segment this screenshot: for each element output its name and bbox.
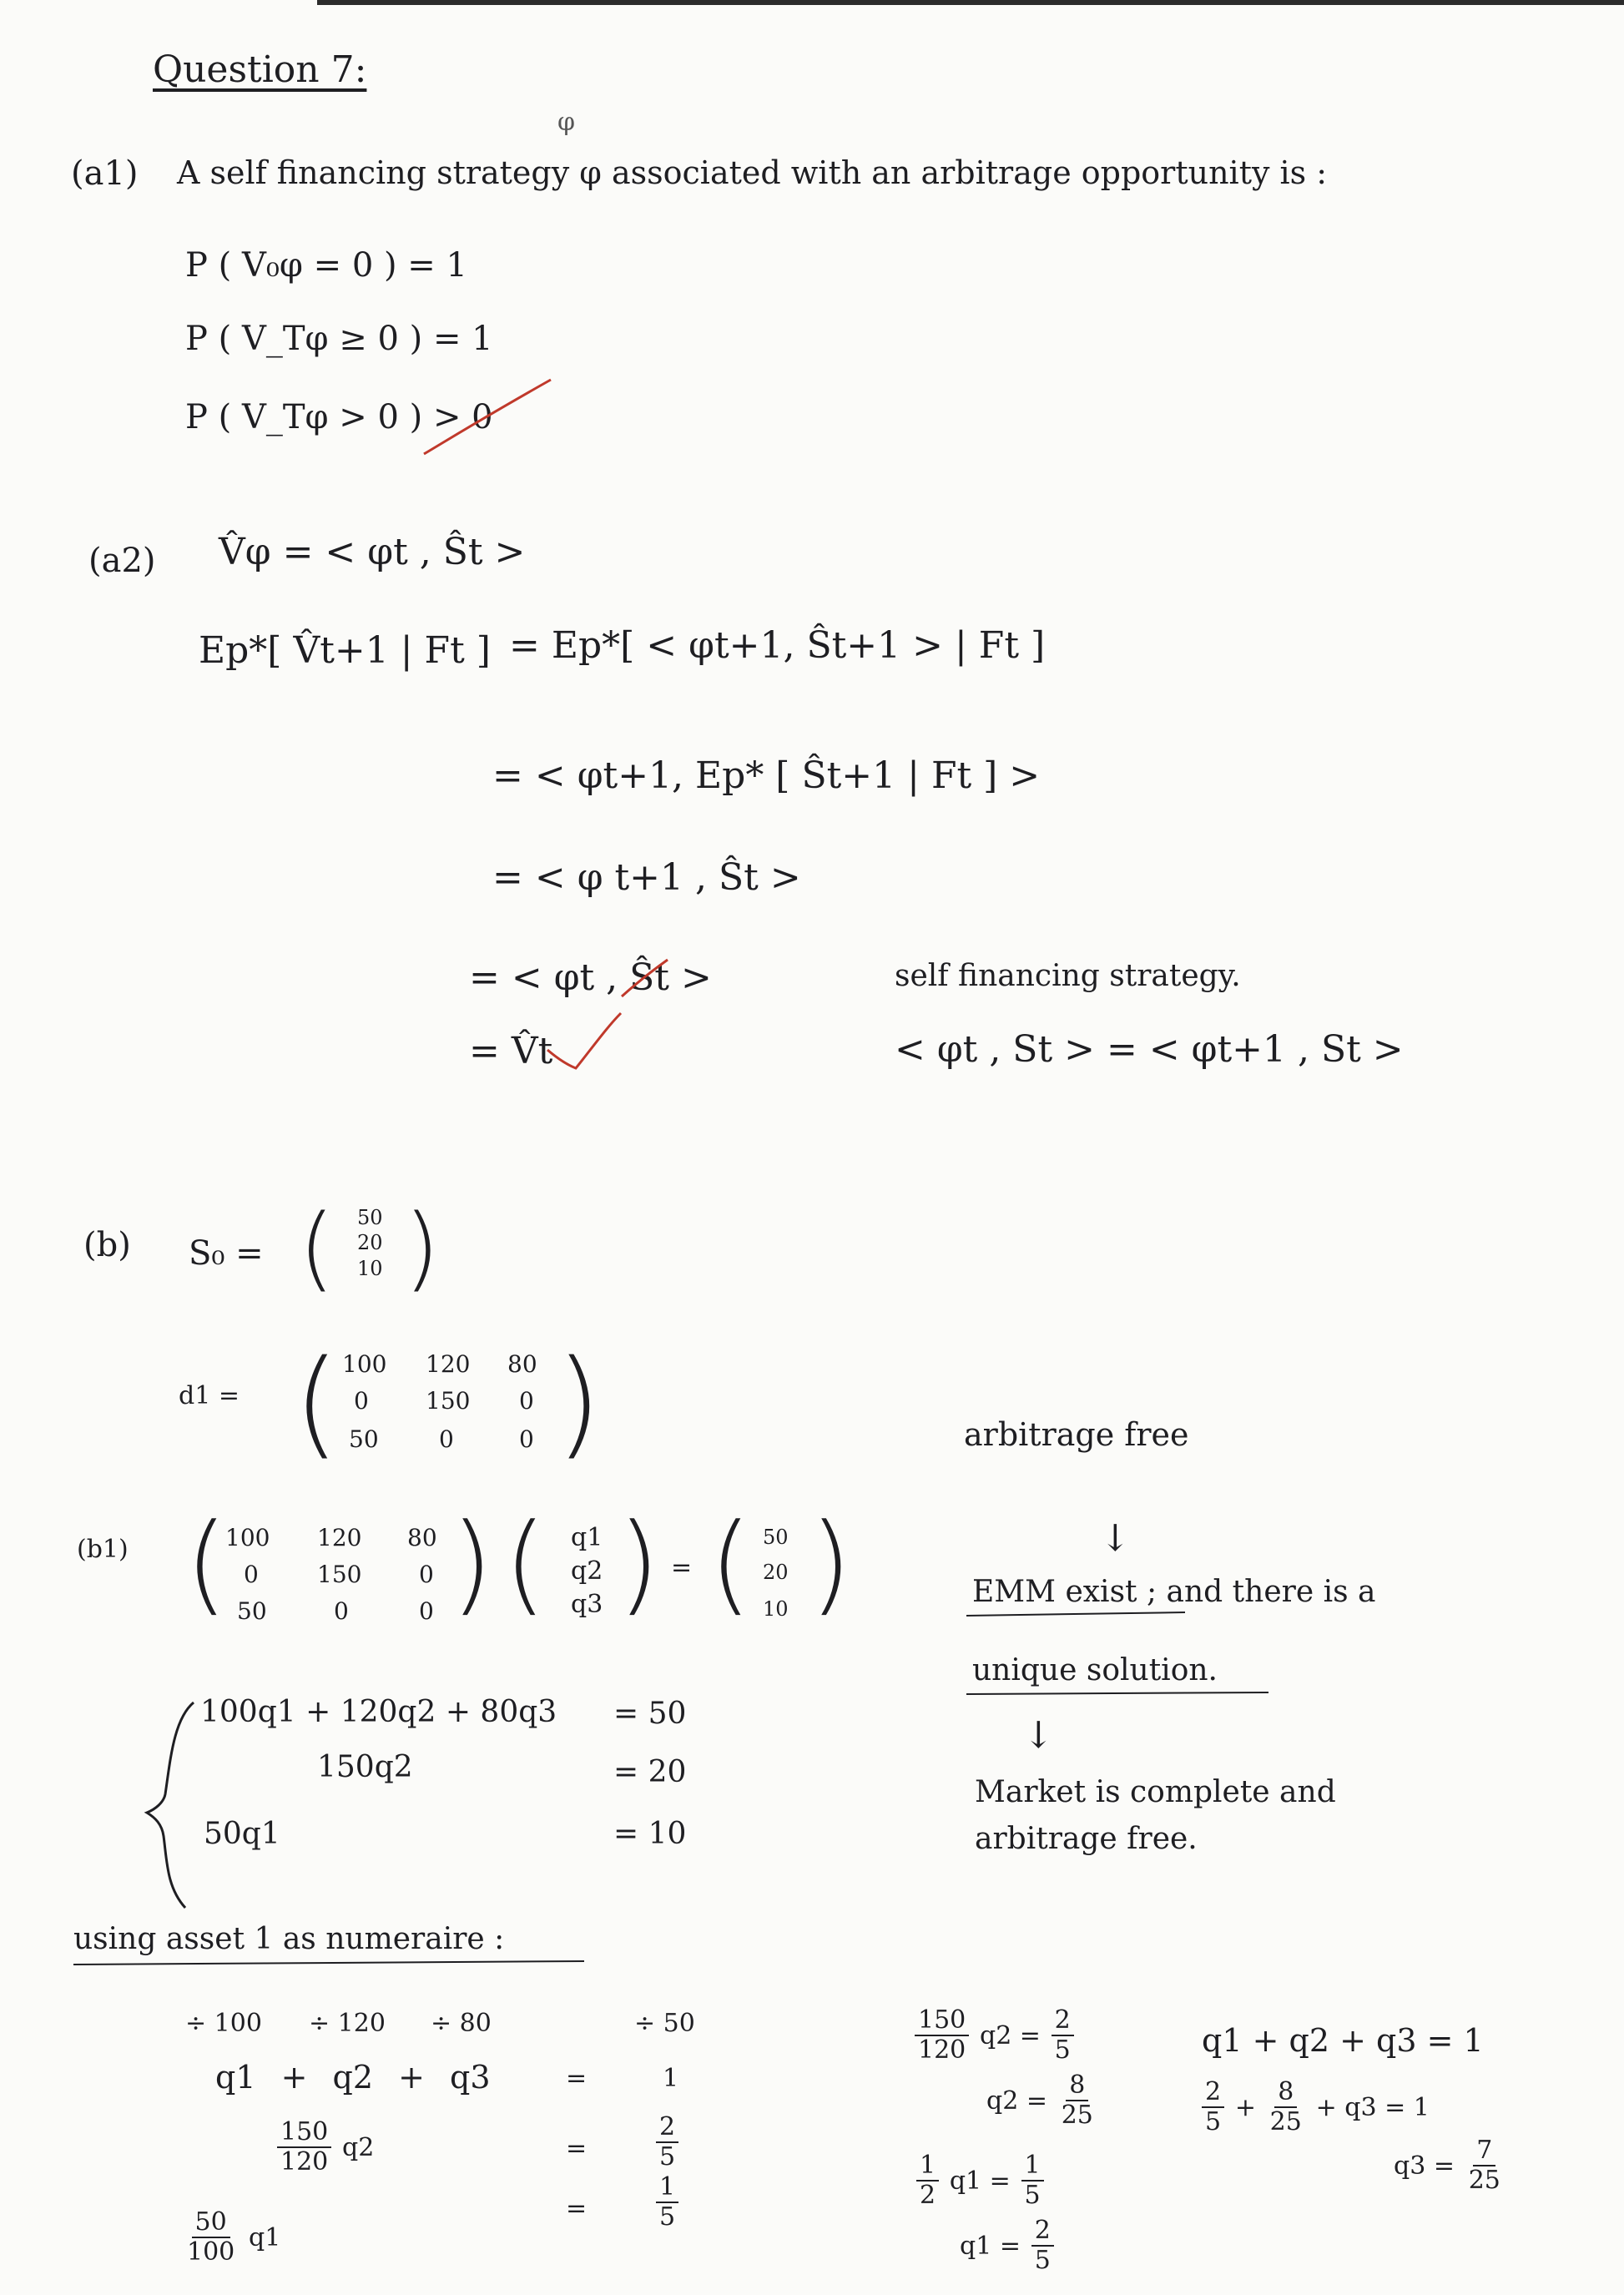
a1-condition-1: P ( V₀φ = 0 ) = 1: [185, 246, 467, 285]
divisor: ÷ 120: [309, 2009, 386, 2038]
check-mark-a2: [547, 1013, 621, 1068]
check-mark-a1: [424, 380, 551, 454]
matrix-cell: 100: [225, 1524, 270, 1551]
matrix-cell: 0: [419, 1597, 434, 1625]
qvec-left-paren: (: [504, 1500, 547, 1627]
a2-eq2: = < φt+1, Ep* [ Ŝt+1 | Ft ] >: [492, 754, 1041, 797]
numeraire-row1-rhs: 1: [663, 2064, 679, 2093]
emm-underline: [966, 1612, 1185, 1616]
unique-solution-note: unique solution.: [972, 1653, 1218, 1687]
a2-eq5: = V̂t: [469, 1030, 553, 1072]
label-a2: (a2): [88, 542, 156, 580]
system-eq-2-rhs: = 20: [613, 1755, 687, 1789]
matrix-cell: 80: [407, 1524, 437, 1551]
a2-note-title: self financing strategy.: [895, 959, 1241, 993]
system-brace: [147, 1702, 194, 1908]
d1-right-paren: ): [556, 1335, 602, 1471]
arbitrage-free-note-2: arbitrage free.: [975, 1822, 1198, 1856]
a1-condition-3: P ( V_Tφ > 0 ) > 0: [185, 398, 493, 436]
matrix-cell: 0: [419, 1561, 434, 1588]
system-eq-3-rhs: = 10: [613, 1817, 687, 1851]
rhs-entry: 20: [763, 1561, 789, 1584]
solve-q2-step2: q2 = $\frac{8}{25}$: [986, 2071, 1093, 2130]
a2-eq1: = Ep*[ < φt+1, Ŝt+1 > | Ft ]: [509, 624, 1046, 667]
numeraire-row2: $\frac{150}{120}$ q2: [277, 2120, 374, 2175]
numeraire-row3-rhs: $\frac{1}{5}$: [656, 2175, 678, 2230]
numeraire-heading: using asset 1 as numeraire :: [73, 1922, 505, 1956]
a2-eq4: = < φt , Ŝt >: [469, 956, 712, 999]
matrix-cell: 0: [519, 1425, 534, 1453]
numeraire-row1-eq: =: [566, 2064, 588, 2093]
system-eq-3-lhs: 50q1: [204, 1817, 280, 1851]
market-complete-note: Market is complete and: [975, 1775, 1336, 1809]
solve-q2-step1: $\frac{150}{120}$ q2 = $\frac{2}{5}$: [915, 2008, 1074, 2063]
s0-entry: 10: [357, 1257, 383, 1280]
numeraire-row2-eq: =: [566, 2134, 588, 2163]
arrow-down-icon: ↓: [1100, 1517, 1131, 1560]
s0-right-paren: ): [404, 1194, 440, 1301]
rhs-right-paren: ): [809, 1500, 852, 1627]
matrix-cell: 50: [237, 1597, 267, 1625]
divisor: ÷ 80: [431, 2009, 492, 2038]
b1-matrix-right-paren: ): [451, 1500, 493, 1627]
matrix-cell: 150: [317, 1561, 362, 1588]
a1-condition-2: P ( V_Tφ ≥ 0 ) = 1: [185, 320, 493, 358]
a1-phi-mark: φ: [557, 108, 576, 137]
solve-q1-step2: q1 = $\frac{2}{5}$: [960, 2218, 1054, 2273]
matrix-cell: 0: [334, 1597, 349, 1625]
a1-sentence: A self financing strategy φ associated with an arbitrage opportunity is :: [177, 154, 1328, 191]
matrix-cell: 0: [439, 1425, 454, 1453]
matrix-cell: 120: [317, 1524, 362, 1551]
check-mark-a2-extra: [622, 960, 668, 996]
b-d1-lhs: d1 =: [179, 1381, 240, 1410]
a2-lhs: Ep*[ V̂t+1 | Ft ]: [199, 629, 491, 672]
matrix-cell: 0: [519, 1387, 534, 1415]
a2-note-equation: < φt , St > = < φt+1 , St >: [895, 1028, 1404, 1071]
system-eq-1-lhs: 100q1 + 120q2 + 80q3: [200, 1695, 557, 1729]
matrix-cell: 0: [244, 1561, 259, 1588]
b1-equals: =: [671, 1553, 693, 1582]
d1-left-paren: (: [294, 1335, 340, 1471]
rhs-entry: 10: [763, 1597, 789, 1621]
b-s0-lhs: S₀ =: [189, 1234, 264, 1273]
s0-entry: 20: [357, 1231, 383, 1254]
s0-entry: 50: [357, 1206, 383, 1229]
qvec-entry: q2: [571, 1556, 603, 1586]
arbitrage-free-note: arbitrage free: [964, 1416, 1189, 1453]
numeraire-row3-eq: =: [566, 2194, 588, 2223]
solve-q3-result: q3 = $\frac{7}{25}$: [1394, 2136, 1500, 2195]
emm-exist-note: EMM exist ; and there is a: [972, 1575, 1376, 1609]
matrix-cell: 100: [342, 1350, 387, 1378]
b1-matrix-left-paren: (: [185, 1500, 228, 1627]
matrix-cell: 50: [349, 1425, 379, 1453]
system-eq-1-rhs: = 50: [613, 1697, 687, 1731]
rhs-left-paren: (: [709, 1500, 752, 1627]
numeraire-underline: [73, 1961, 584, 1965]
a2-eq3: = < φ t+1 , Ŝt >: [492, 856, 801, 899]
label-b1: (b1): [77, 1535, 129, 1564]
solve-sum-equation: q1 + q2 + q3 = 1: [1202, 2022, 1484, 2059]
unique-solution-underline: [966, 1692, 1268, 1694]
divisor: ÷ 50: [634, 2009, 695, 2038]
system-eq-2-lhs: 150q2: [317, 1750, 413, 1784]
rhs-entry: 50: [763, 1526, 789, 1549]
fraction: $\frac{150}{120}$: [277, 2120, 331, 2175]
numeraire-row3: $\frac{50}{100}$ q1: [187, 2207, 281, 2267]
qvec-entry: q3: [571, 1590, 603, 1619]
qvec-entry: q1: [571, 1523, 603, 1552]
solve-q1-step1: $\frac{1}{2}$ q1 = $\frac{1}{5}$: [916, 2153, 1044, 2208]
matrix-cell: 150: [426, 1387, 471, 1415]
numeraire-row1-lhs: q1 + q2 + q3: [215, 2059, 491, 2096]
question-title: Question 7:: [153, 48, 367, 91]
arrow-down-icon: ↓: [1023, 1714, 1054, 1757]
numeraire-row2-rhs: $\frac{2}{5}$: [656, 2115, 678, 2170]
qvec-right-paren: ): [618, 1500, 660, 1627]
label-b: (b): [83, 1226, 131, 1264]
label-a1: (a1): [71, 154, 139, 193]
solve-sum-substituted: $\frac{2}{5}$ + $\frac{8}{25}$ + q3 = 1: [1202, 2080, 1430, 2135]
a2-definition: V̂φ = < φt , Ŝt >: [219, 531, 526, 573]
matrix-cell: 120: [426, 1350, 471, 1378]
s0-left-paren: (: [299, 1194, 335, 1301]
matrix-cell: 80: [507, 1350, 537, 1378]
divisor: ÷ 100: [185, 2009, 262, 2038]
matrix-cell: 0: [354, 1387, 369, 1415]
